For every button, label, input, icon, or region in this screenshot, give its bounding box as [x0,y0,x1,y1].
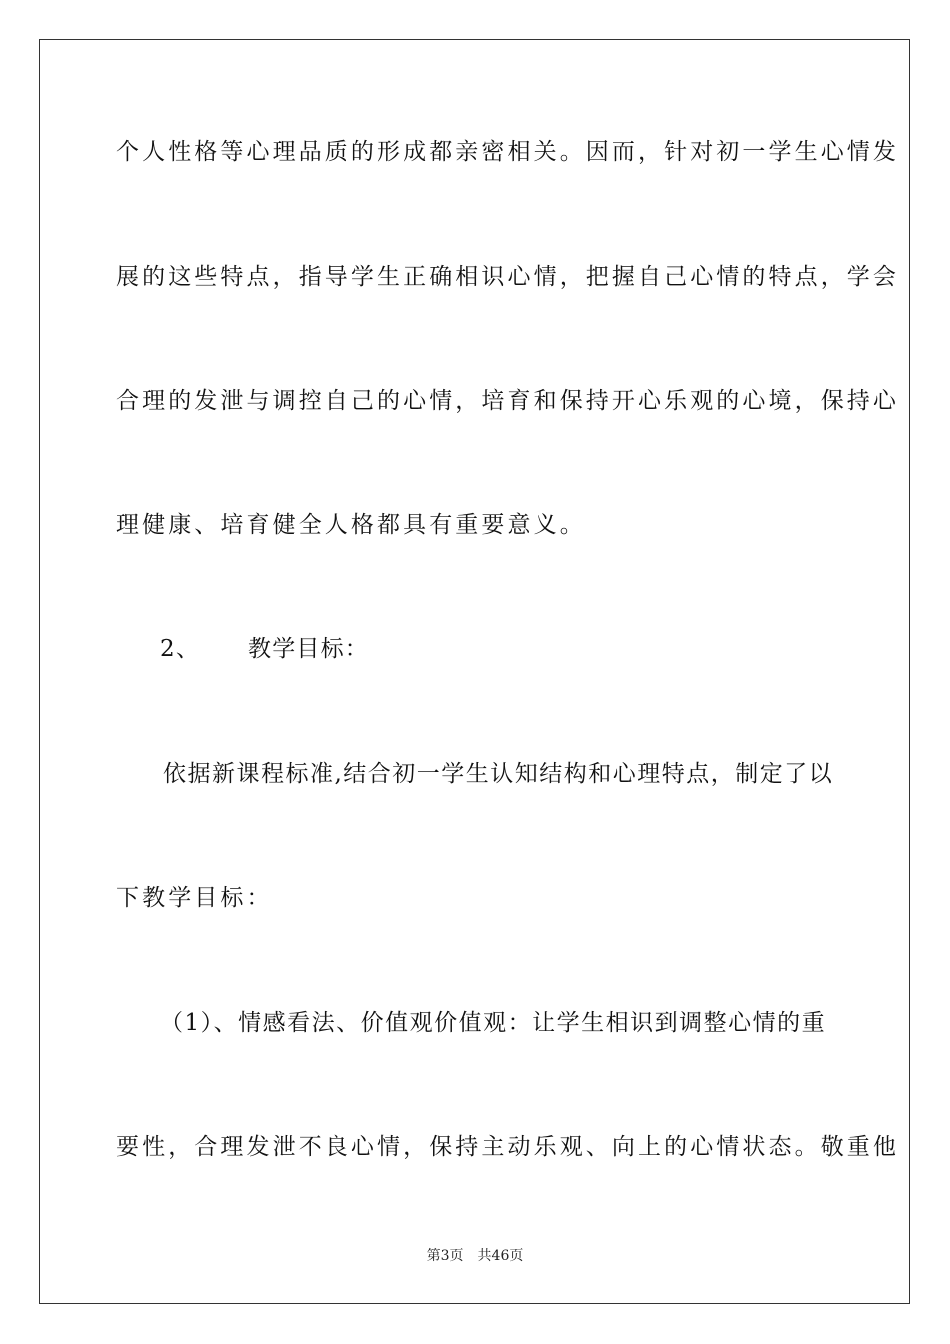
paragraph-line-2: 展的这些特点，指导学生正确相识心情，把握自己心情的特点，学会 [116,264,899,290]
paragraph-line-4: 理健康、培育健全人格都具有重要意义。 [116,512,586,538]
section-title: 教学目标： [248,636,369,662]
paragraph-line-3: 合理的发泄与调控自己的心情，培育和保持开心乐观的心境，保持心 [116,388,899,414]
section-heading [160,634,880,664]
paragraph-line-5: 依据新课程标准,结合初一学生认知结构和心理特点，制定了以 [163,761,834,787]
paragraph-line-8: 要性，合理发泄不良心情，保持主动乐观、向上的心情状态。敬重他 [116,1134,899,1160]
paragraph-line-1: 个人性格等心理品质的形成都亲密相关。因而，针对初一学生心情发 [116,139,899,165]
paragraph-line-6: 下教学目标： [116,885,273,911]
page-number: 第3页 [426,1248,464,1264]
page-footer [0,1247,950,1265]
section-number: 2、 [160,636,201,662]
page-total: 共46页 [477,1248,524,1264]
page-border [39,39,910,1304]
paragraph-line-7: （1）、情感看法、价值观价值观：让学生相识到调整心情的重 [160,1010,827,1036]
